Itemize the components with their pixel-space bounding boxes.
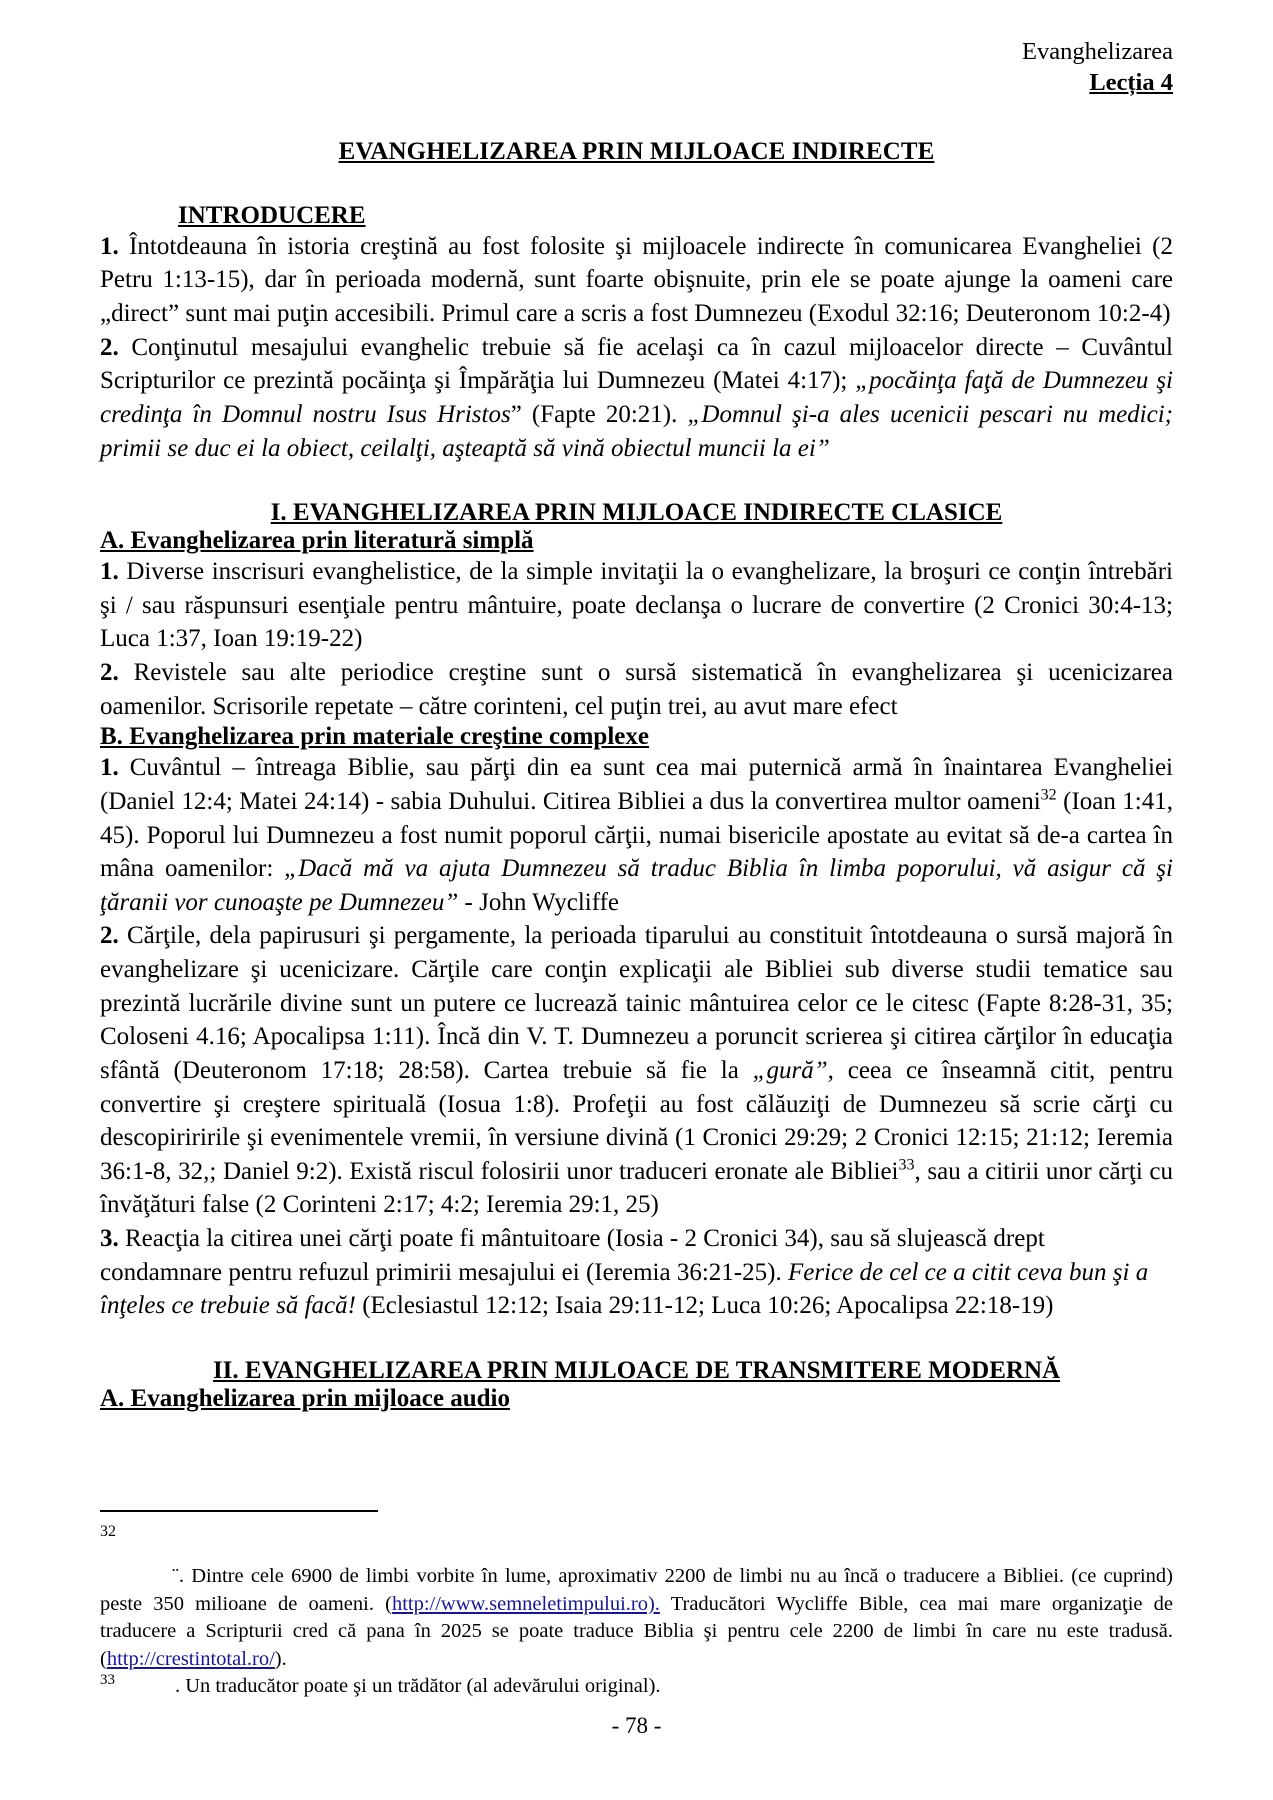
section-1b-item-2-quote-1: „gură” — [752, 1056, 828, 1084]
subheading-1a: A. Evanghelizarea prin literatură simplă — [100, 527, 534, 555]
footnote-32-text-end: ). — [274, 1647, 287, 1670]
subheading-1b-wrap — [100, 723, 1173, 751]
heading-section-1: I. EVANGHELIZAREA PRIN MIJLOACE INDIRECTE CLASICE — [270, 499, 1003, 527]
intro-item-2-quote-2: „Domnul şi-a ales ucenicii pescari nu medici; primii se duc ei la obiect, ceilalţi, aşteaptă să vină obiectul muncii la ei” — [100, 400, 1173, 462]
section-1b-item-1-number: 1. — [100, 754, 119, 782]
intro-item-1 — [100, 230, 1173, 331]
heading-section-2: II. EVANGHELIZAREA PRIN MIJLOACE DE TRANSMITERE MODERNĂ — [212, 1356, 1061, 1384]
section-1b-item-1-text-a: Cuvântul – întreaga Biblie, sau părţi din ea sunt cea mai puternică armă în înaintarea Evangheliei (Daniel 12:4; Matei 24:14) - sabia Duhului. Citirea Bibliei a dus la convertirea multor oameni — [100, 754, 1173, 815]
intro-item-2 — [100, 331, 1173, 466]
section-1b-item-2-number: 2. — [100, 922, 119, 950]
section-1b-item-2 — [100, 919, 1173, 1222]
subheading-2a-wrap — [100, 1385, 1173, 1413]
section-1a-item-2-text: Revistele sau alte periodice creştine sunt o sursă sistematică în evanghelizarea şi ucenicizarea oamenilor. Scrisorile repetate – către corinteni, cel puţin trei, au avut mare efect — [100, 659, 1173, 720]
section-1b-item-2-text-b: , ceea ce înseamnă citit, pentru convertire şi creştere spirituală (Iosua 1:8). Profeţii au fost călăuziţi de Dumnezeu să scrie cărţi cu descopiriririle şi evenimentele vremii, în versiune divină (1 Cronici 29:29; 2 Cronici 12:15; 21:12; Ieremia 36:1-8, 32,; Daniel 9:2). Există riscul folosirii unor traduceri eronate ale Bibliei — [100, 1056, 1173, 1185]
section-1a-item-1-number: 1. — [100, 558, 119, 586]
intro-item-1-number: 1. — [100, 232, 119, 260]
subheading-2a: A. Evanghelizarea prin mijloace audio — [100, 1384, 510, 1412]
section-1b-item-3-quote: Ferice de cel ce a citit ceva bun şi a înţeles ce trebuie să facă! — [100, 1258, 1149, 1320]
section-1b-item-1-text-c: - John Wycliffe — [458, 888, 620, 916]
section-1a-item-1 — [100, 555, 1173, 656]
intro-item-1-text: Întotdeauna în istoria creştină au fost folosite şi mijloacele indirecte în comunicarea Evangheliei (2 Petru 1:13-15), dar în perioada modernă, sunt foarte obişnuite, prin ele se poate ajunge la oameni care „direct” sunt mai puţin accesibili. Primul care a scris a fost Dumnezeu (Exodul 32:16; Deuteronom 10:2-4) — [100, 232, 1173, 328]
section-1b-item-3-text-a: Reacţia la citirea unei cărţi poate fi mântuitoare (Iosia - 2 Cronici 34), sau să slujească drept condamnare pentru refuzul primirii mesajului ei (Ieremia 36:21-25). — [100, 1225, 1045, 1286]
page-number: - 78 - — [611, 1712, 662, 1738]
footnote-33-body — [100, 1673, 1173, 1700]
footnote-separator-rule — [100, 1510, 378, 1512]
intro-item-2-text-b: ” (Fapte 20:21). — [510, 400, 688, 428]
footnote-ref-32[interactable]: 32 — [1040, 786, 1057, 804]
footnote-33-number: 33 — [100, 1672, 115, 1689]
subheading-1b: B. Evanghelizarea prin materiale creştine complexe — [100, 723, 649, 751]
spacer-before-section-2 — [100, 1323, 1173, 1357]
heading-introducere: INTRODUCERE — [178, 201, 366, 229]
section-1a-item-2-number: 2. — [100, 659, 119, 687]
section-1a-item-2 — [100, 656, 1173, 723]
page-content — [100, 38, 1173, 1413]
section-1b-item-3-text-b: (Eclesiastul 12:12; Isaia 29:11-12; Luca 10:26; Apocalipsa 22:18-19) — [355, 1292, 1054, 1320]
section-1b-item-3 — [100, 1222, 1173, 1323]
footnote-area — [100, 1510, 1173, 1739]
section-1a-item-1-text: Diverse inscrisuri evanghelistice, de la simple invitaţii la o evanghelizare, la broşuri ce conţin întrebări şi / sau răspunsuri esenţiale pentru mântuire, poate declanşa o lucrare de convertire (2 Cronici 30:4-13; Luca 1:37, Ioan 19:19-22) — [100, 558, 1173, 653]
header-document-name: Evanghelizarea — [1022, 38, 1173, 65]
subheading-1a-wrap — [100, 527, 1173, 555]
section-1b-item-1 — [100, 751, 1173, 919]
footnote-33-text: . Un traducător poate şi un trădător (al adevărului original). — [175, 1675, 661, 1698]
footnote-32-text-mid: Traducători Wycliffe Bible, cea mai mare organizaţie de traducere a Scripturii cred că pana în 2025 se poate traduce Biblia şi pentru cele 2200 de limbi în care nu este tradusă. ( — [100, 1592, 1173, 1670]
running-header — [100, 38, 1173, 98]
section-1b-item-1-text-b: (Ioan 1:41, 45). Poporul lui Dumnezeu a fost numit poporul cărţii, numai bisericile apostate au evitat să de-a cartea în mâna oamenilor: — [100, 787, 1174, 883]
footnote-32-link-crestintotal[interactable]: http://crestintotal.ro/ — [106, 1647, 275, 1670]
section-1b-item-2-text-a: Cărţile, dela papirusuri şi pergamente, la perioada tiparului au constituit întotdeauna o sursă majoră în evanghelizare şi ucenicizare. Cărţile care conţin explicaţii ale Bibliei sub diverse studii tematice sau prezintă lucrările divine sunt un putere ce lucrează tainic mântuirea celor ce le citesc (Fapte 8:28-31, 35; Coloseni 4.16; Apocalipsa 1:11). Încă din V. T. Dumnezeu a poruncit scrierea şi citirea cărţilor în educaţia sfântă (Deuteronom 17:18; 28:58). Cartea trebuie să fie la — [100, 922, 1173, 1084]
section-1b-item-3-number: 3. — [100, 1225, 119, 1253]
intro-item-2-number: 2. — [100, 333, 119, 361]
spacer-before-section-1 — [100, 465, 1173, 499]
footnote-ref-33[interactable]: 33 — [898, 1156, 915, 1174]
footnote-32-link-semneletimpului[interactable]: http://www.semneletimpului.ro). — [391, 1592, 660, 1615]
intro-item-2-text-a: Conţinutul mesajului evanghelic trebuie să fie acelaşi ca în cazul mijloacelor directe – Cuvântul Scripturilor ce prezintă pocăinţa şi Împărăţia lui Dumnezeu (Matei 4:17); — [100, 333, 1173, 395]
footnote-32-body — [100, 1563, 1173, 1673]
header-lesson-number: Lecția 4 — [1089, 68, 1173, 96]
intro-item-2-quote-1: „pocăinţa faţă de Dumnezeu şi credinţa în Domnul nostru Isus Hristos — [100, 367, 1174, 428]
footnote-32-text-lead: ¨. Dintre cele 6900 de limbi vorbite în lume, aproximativ 2200 de limbi nu au încă o traducere a Bibliei. (ce cuprind) peste 350 milioane de oameni. ( — [100, 1565, 1173, 1615]
section-1b-item-2-text-c: , sau a citirii unor cărţi cu învăţături false (2 Corinteni 2:17; 4:2; Ieremia 29:1, 25) — [100, 1157, 1174, 1219]
section-1b-item-1-quote: „Dacă mă va ajuta Dumnezeu să traduc Biblia în limba poporului, vă asigur că şi ţăranii vor cunoaşte pe Dumnezeu” — [100, 855, 1173, 916]
footnote-32-marker: 32 — [100, 1523, 116, 1540]
page-title: EVANGHELIZAREA PRIN MIJLOACE INDIRECTE — [338, 137, 935, 165]
